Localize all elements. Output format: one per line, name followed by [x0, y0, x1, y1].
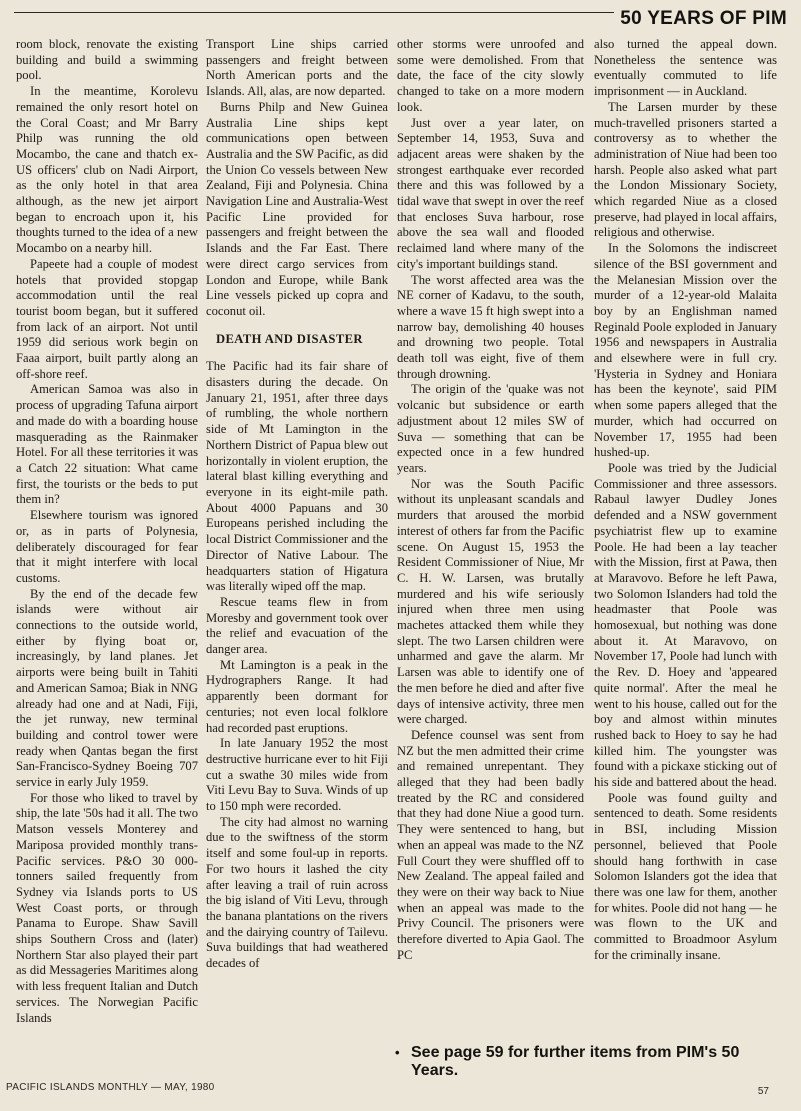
paragraph: In the Solomons the indiscreet silence of the BSI government and the Melanesian Mission over the murder of a 12-year-old Malaita boy by an Englishman named Reginald Poole exploded in January 1956 and newspapers in Australia and elsewhere were in full cry. 'Hysteria in Sydney and Honiara has been the keynote', said PIM when some papers alleged that the murder, which had occurred on November 17, 1955 had been hushed-up. [594, 241, 777, 460]
article-column-4 [594, 37, 777, 963]
paragraph: In late January 1952 the most destructive hurricane ever to hit Fiji cut a swathe 30 miles wide from Viti Levu Bay to Suva. Winds of up to 150 mph were recorded. [206, 736, 388, 814]
page-number: 57 [757, 1086, 769, 1097]
publication-footer: PACIFIC ISLANDS MONTHLY — MAY, 1980 [6, 1082, 215, 1093]
article-column-3 [397, 37, 584, 963]
paragraph: Rescue teams flew in from Moresby and government took over the relief and evacuation of the danger area. [206, 594, 388, 657]
paragraph: For those who liked to travel by ship, the late '50s had it all. The two Matson vessels Monterey and Mariposa provided monthly trans-Pacific services. P&O 30 000-tonners sailed frequently from Sydney via Islands ports to US West Coast ports, or through Panama to Europe. Shaw Savill ships Southern Cross and (later) Northern Star also played their part as did Messageries Maritimes along with less frequent Italian and Dutch services. The Norwegian Pacific Islands [16, 790, 198, 1025]
paragraph: other storms were unroofed and some were demolished. From that date, the face of the city slowly changed to take on a more modern look. [397, 37, 584, 114]
paragraph: Just over a year later, on September 14, 1953, Suva and adjacent areas were shaken by the strongest earthquake ever recorded there and this was followed by a tidal wave that swept in over the reef that encloses Suva harbour, rose above the sea wall and flooded reclaimed land where many of the city's important buildings stand. [397, 115, 584, 271]
paragraph: Papeete had a couple of modest hotels that provided stopgap accommodation until the real tourist boom began, but it suffered from lack of an airport. Not until 1959 did serious work begin on Faaa airport, built partly along an off-shore reef. [16, 256, 198, 381]
paragraph: Burns Philp and New Guinea Australia Line ships kept communications open between Australia and the SW Pacific, as did the Union Co vessels between New Zealand, Fiji and Polynesia. China Navigation Line and Australia-West Pacific Line provided for passengers and freight between the Islands and the Far East. There were direct cargo services from London and Europe, while Bank Line vessels picked up copra and coconut oil. [206, 99, 388, 318]
paragraph: By the end of the decade few islands were without air connections to the outside world, either by flying boat or, increasingly, by land planes. Jet airports were being built in Tahiti and American Samoa; Biak in NNG already had one and at Nadi, Fiji, the jet runway, new terminal building and control tower were ready when Qantas began the first San-Francisco-Sydney Boeing 707 service in early July 1959. [16, 586, 198, 790]
section-title: 50 YEARS OF PIM [620, 8, 787, 29]
article-column-1 [16, 37, 198, 1026]
bullet-icon: • [395, 1045, 400, 1060]
paragraph: Elsewhere tourism was ignored or, as in parts of Polynesia, deliberately discouraged for fear that it might interfere with local customs. [16, 508, 198, 585]
paragraph: The city had almost no warning due to the swiftness of the storm itself and some foul-up in reports. For two hours it lashed the city after leaving a trail of ruin across the big island of Viti Levu, through the banana plantations on the rivers and the dairying country of Tailevu. Suva buildings that had weathered decades of [206, 814, 388, 971]
paragraph: Mt Lamington is a peak in the Hydrographers Range. It had apparently been dormant for centuries; not even local folklore had recorded past eruptions. [206, 657, 388, 735]
paragraph: also turned the appeal down. Nonetheless the sentence was eventually commuted to life imprisonment — in Auckland. [594, 37, 777, 99]
paragraph: Defence counsel was sent from NZ but the men admitted their crime and remained unrepentant. They alleged that they had been badly treated by the RC and considered that they had done Niue a good turn. They were sentenced to hang, but when an appeal was made to the NZ Full Court they were shuffled off to New Zealand. The appeal failed and they were on their way back to Niue when an appeal was made to the Privy Council. The prisoners were therefore diverted to Apia Gaol. The PC [397, 727, 584, 962]
section-subheading: DEATH AND DISASTER [216, 331, 363, 346]
paragraph: In the meantime, Korolevu remained the only resort hotel on the Coral Coast; and Mr Barry Philp was running the old Mocambo, the cane and thatch ex-US officers' club on Nadi Airport, as the only hotel in that area although, as the new jet airport began to encroach upon it, his thoughts turned to the idea of a new Mocambo on a nearby hill. [16, 84, 198, 256]
paragraph: The worst affected area was the NE corner of Kadavu, to the south, where a wave 15 ft high swept into a narrow bay, demolishing 40 houses and drowning two people. Total death toll was eight, five of them through drowning. [397, 272, 584, 381]
paragraph: The Pacific had its fair share of disasters during the decade. On January 21, 1951, after three days of rumbling, the whole northern side of Mt Lamington in the Northern District of Papua blew out horizontally in violent eruption, the lateral blast killing everything and everyone in its eight-mile path. About 4000 Papuans and 30 Europeans perished including the local District Commissioner and the Director of Native Labour. The headquarters station of Higatura was literally wiped off the map. [206, 359, 388, 594]
paragraph: The Larsen murder by these much-travelled prisoners started a controversy as to whether the administration of Niue had been too harsh. People also asked what part the London Missionary Society, which regarded Niue as a closed preserve, had played in local affairs, religious and otherwise. [594, 99, 777, 240]
paragraph: Nor was the South Pacific without its unpleasant scandals and murders that aroused the morbid interest of others far from the Pacific scene. On August 15, 1953 the Resident Commissioner of Niue, Mr C. H. W. Larsen, was brutally murdered and his wife seriously injured when three men using machetes attacked them while they slept. The two Larsen children were unharmed and gave the alarm. Mr Larsen was able to identify one of the men before he died and after five days of intensive activity, three men were charged. [397, 476, 584, 727]
article-column-2 [206, 37, 388, 972]
paragraph: Transport Line ships carried passengers and freight between North American ports and the Islands. All, alas, are now departed. [206, 37, 388, 99]
header-rule [14, 12, 614, 13]
callout-text: See page 59 for further items from PIM's 50 Years. [411, 1044, 740, 1079]
see-page-callout [395, 1044, 785, 1080]
paragraph: American Samoa was also in process of upgrading Tafuna airport and made do with a boarding house masquerading as the Rainmaker Hotel. For all these territories it was a Catch 22 situation: What came first, the tourists or the beds to put them in? [16, 382, 198, 507]
paragraph: The origin of the 'quake was not volcanic but subsidence or earth adjustment about 12 miles SW of Suva — something that can be expected once in a few hundred years. [397, 382, 584, 475]
paragraph: room block, renovate the existing building and build a swimming pool. [16, 37, 198, 83]
paragraph: Poole was found guilty and sentenced to death. Some residents in BSI, including Mission personnel, believed that Poole should hang forthwith in case Solomon Islanders got the idea that there was one law for them, another for whites. Poole did not hang — he was flown to the UK and committed to Broadmoor Asylum for the criminally insane. [594, 790, 777, 962]
paragraph: Poole was tried by the Judicial Commissioner and three assessors. Rabaul lawyer Dudley Jones defended and a NSW government psychiatrist flew up to examine Poole. He had been a lay teacher with the Mission, first at Pawa, then at Maravovo. Before he left Pawa, two Solomon Islanders had told the headmaster that Poole was homosexual, but nothing was done about it. At Maravovo, on November 17, Poole had lunch with the Rev. D. Hoey and 'appeared quite normal'. After the meal he went to his house, called out for the boy and almost within minutes rushed back to Hoey to say he had killed him. The youngster was found with a pickaxe sticking out of his side and battered about the head. [594, 460, 777, 790]
